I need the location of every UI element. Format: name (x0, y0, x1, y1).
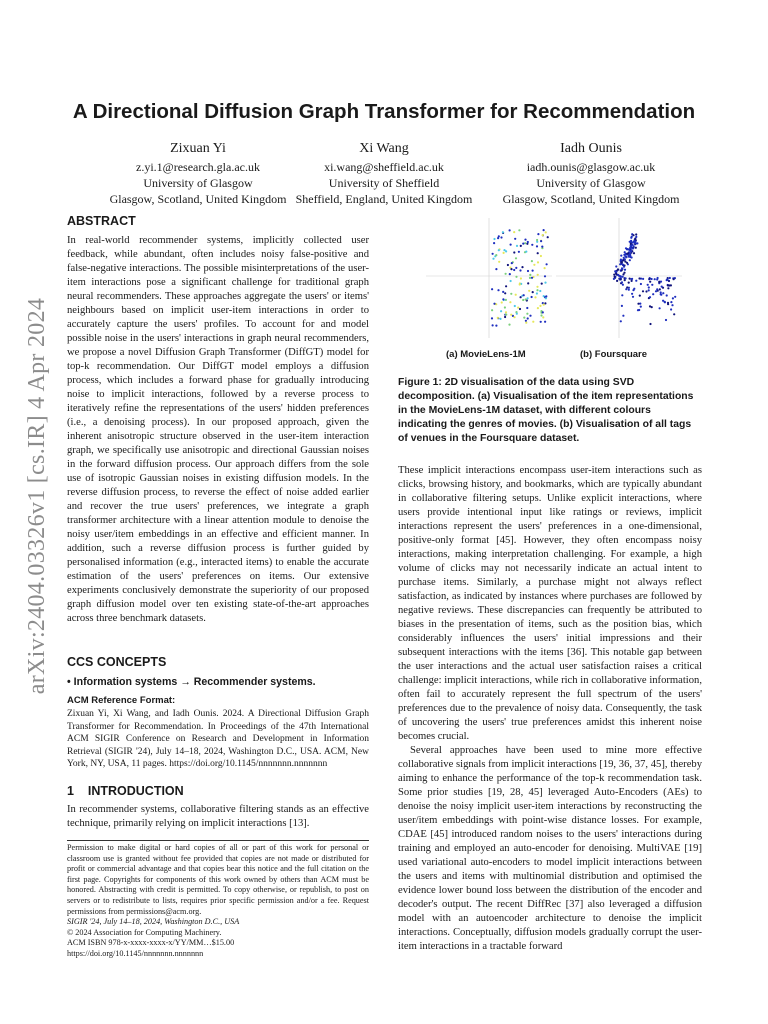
author-affiliation: University of Glasgow (536, 176, 646, 190)
author-email[interactable]: xi.wang@sheffield.ac.uk (324, 160, 444, 174)
scatter-point (504, 316, 506, 318)
scatter-point (648, 278, 650, 280)
scatter-point (673, 313, 675, 315)
scatter-point (629, 278, 631, 280)
scatter-point (666, 294, 668, 296)
scatter-point (536, 289, 538, 291)
scatter-point (629, 259, 631, 261)
scatter-point (670, 308, 672, 310)
scatter-point (536, 292, 538, 294)
scatter-point (536, 286, 538, 288)
scatter-point (642, 278, 644, 280)
scatter-point (529, 277, 531, 279)
scatter-point (664, 301, 666, 303)
scatter-point (624, 269, 626, 271)
author-block-3 (476, 140, 706, 207)
doi-link[interactable]: https://doi.org/10.1145/nnnnnnn.nnnnnnn (67, 948, 204, 958)
scatter-point (510, 314, 512, 316)
scatter-point (667, 303, 669, 305)
scatter-point (515, 294, 517, 296)
author-location: Glasgow, Scotland, United Kingdom (502, 192, 680, 206)
scatter-point (505, 311, 507, 313)
paper-title: A Directional Diffusion Graph Transformer for Recommendation (72, 100, 696, 123)
scatter-point (614, 276, 616, 278)
scatter-point (542, 311, 544, 313)
scatter-point (668, 280, 670, 282)
conference-line: SIGIR '24, July 14–18, 2024, Washington D.C., USA (67, 917, 240, 927)
scatter-point (503, 252, 505, 254)
scatter-point (514, 238, 516, 240)
scatter-point (659, 307, 661, 309)
scatter-point (656, 278, 658, 280)
scatter-point (620, 320, 622, 322)
scatter-point (500, 310, 502, 312)
scatter-point (524, 239, 526, 241)
scatter-point (666, 279, 668, 281)
scatter-point (532, 270, 534, 272)
scatter-point (513, 316, 515, 318)
acm-ref-text: Zixuan Yi, Xi Wang, and Iadh Ounis. 2024. A Directional Diffusion Graph Transformer for Recommendation. In Proceedings of the 47th International ACM SIGIR Conference on Research and Development in Information Retrieval (SIGIR '24), July 14–18, 2024, Washington D.C., USA. ACM, New York, NY, USA, 11 pages. https://doi.org/10.1145/nnnnnnn.nnnnnnn (67, 709, 369, 770)
scatter-point (671, 304, 673, 306)
scatter-point (532, 291, 534, 293)
foursquare-scatter (556, 218, 682, 338)
scatter-point (544, 321, 546, 323)
ccs-heading: CCS CONCEPTS (67, 655, 167, 669)
scatter-point (541, 246, 543, 248)
scatter-point (648, 286, 650, 288)
scatter-point (639, 295, 641, 297)
scatter-point (630, 250, 632, 252)
scatter-point (544, 282, 546, 284)
abstract-text: In real-world recommender systems, implicitly collected user feedback, while abundant, often includes noisy false-positive and false-negative interactions. The possible misinterpretations of the user-item interactions pose a significant challenge for traditional graph neural recommenders. These approaches aggregate the users' or items' neighbours based on implicit user-item interactions in order to accurately capture the users' profiles. To account for and model possible noise in the users' interactions in graph neural recommenders, we propose a novel Diffusion Graph Transformer (DiffGT) model for top-k recommendation. Our DiffGT model employs a diffusion process, which includes a forward phase for gradually introducing noise to implicit interactions, followed by a reverse process to iteratively refine the representations of the users' hidden preferences (i.e., a denoising process). In our proposed approach, given the inherent anisotropic structure observed in the user-item interaction graph, we specifically use anisotropic and directional Gaussian noises in the forward diffusion process. Our approach differs from the sole use of isotropic Gaussian noises in existing diffusion models. In the reverse diffusion process, to reverse the effect of noise added earlier and recover the true users' preferences, we integrate a graph transformer architecture with a linear attention module to denoise the noisy user/item embeddings in an effective and efficient manner. In addition, such a reverse diffusion process is further guided by personalised information (e.g., interacted items) to enable the accurate estimation of the users' preferences on items. Our extensive experiments conclusively demonstrate the superiority of our proposed graph diffusion model over ten existing state-of-the-art approaches across three benchmark datasets. (67, 235, 369, 624)
scatter-point (491, 309, 493, 311)
scatter-point (630, 237, 632, 239)
scatter-point (632, 234, 634, 236)
scatter-point (509, 229, 511, 231)
scatter-point (658, 281, 660, 283)
scatter-point (536, 245, 538, 247)
author-affiliation: University of Glasgow (143, 176, 253, 190)
scatter-point (505, 285, 507, 287)
scatter-point (655, 290, 657, 292)
copyright-line: © 2024 Association for Computing Machinery. (67, 927, 222, 937)
scatter-point (520, 277, 522, 279)
author-email[interactable]: iadh.ounis@glasgow.ac.uk (526, 160, 656, 174)
scatter-point (539, 305, 541, 307)
permission-notice: Permission to make digital or hard copies of all or part of this work for personal or classroom use is granted without fee provided that copies are not made or distributed for profit or commercial advantage and that copies bear this notice and the full citation on the first page. Copyrights for components of this work owned by others than ACM must be honored. Abstracting with credit is permitted. To copy otherwise, or republish, to post on servers or to redistribute to lists, requires prior specific permission and/or a fee. Request permissions from permissions@acm.org. (67, 843, 369, 916)
scatter-point (517, 307, 519, 309)
author-email[interactable]: z.yi.1@research.gla.ac.uk (136, 160, 260, 174)
scatter-point (615, 271, 617, 273)
scatter-point (537, 233, 539, 235)
subcaption-a: (a) MovieLens-1M (446, 349, 526, 360)
scatter-point (626, 253, 628, 255)
intro-heading (67, 784, 184, 798)
arxiv-identifier: arXiv:2404.03326v1 [cs.IR] 4 Apr 2024 (24, 297, 50, 695)
scatter-point (529, 315, 531, 317)
scatter-point (640, 283, 642, 285)
scatter-point (672, 297, 674, 299)
author-name: Xi Wang (359, 141, 409, 156)
scatter-point (647, 284, 649, 286)
scatter-point (620, 255, 622, 257)
scatter-point (613, 274, 615, 276)
scatter-point (529, 274, 531, 276)
scatter-point (495, 268, 497, 270)
scatter-point (523, 317, 525, 319)
scatter-point (515, 276, 517, 278)
scatter-point (498, 261, 500, 263)
scatter-point (623, 266, 625, 268)
scatter-point (526, 307, 528, 309)
intro-number: 1 (67, 784, 74, 798)
scatter-point (638, 277, 640, 279)
subcaption-b: (b) Foursquare (580, 349, 648, 360)
scatter-point (649, 281, 651, 283)
scatter-point (541, 283, 543, 285)
scatter-point (620, 262, 622, 264)
scatter-point (640, 306, 642, 308)
scatter-point (513, 269, 515, 271)
scatter-point (528, 290, 530, 292)
scatter-point (542, 316, 544, 318)
scatter-point (649, 323, 651, 325)
scatter-point (665, 319, 667, 321)
scatter-point (626, 286, 628, 288)
scatter-point (502, 298, 504, 300)
scatter-point (642, 290, 644, 292)
intro-paragraph-2: Several approaches have been used to mine more effective collaborative signals from implicit interactions [19, 36, 37, 45], thereby aiming to enhance the performance of the top-k recommendation task. Some prior studies [19, 28, 45] leveraged Auto-Encoders (AEs) to denoise the noisy implicit user-item interactions by reconstructing the user/item embeddings with point-wise distance losses. For example, CDAE [45] introduced random noises to the users' interactions during training and employed an auto-encoder for denoising. MultiVAE [19] used variational auto-encoders to model implicit interactions between the users and items with multinomial distribution and optimised the evidence lower bound loss between the distribution of the encoder and decoder's output. The recent DiffRec [37] also leveraged a diffusion model with an autoencoder architecture to denoise the implicit interactions. Conceptually, diffusion models gradually corrupt the user-item interactions in a tractable forward (398, 745, 702, 952)
scatter-point (525, 322, 527, 324)
scatter-point (491, 288, 493, 290)
scatter-point (539, 290, 541, 292)
scatter-point (526, 313, 528, 315)
footnote (67, 843, 369, 960)
scatter-point (621, 305, 623, 307)
scatter-point (635, 280, 637, 282)
scatter-point (519, 283, 521, 285)
scatter-point (513, 231, 515, 233)
scatter-point (537, 307, 539, 309)
scatter-point (622, 284, 624, 286)
scatter-point (547, 236, 549, 238)
scatter-point (540, 314, 542, 316)
scatter-point (545, 297, 547, 299)
author-name: Zixuan Yi (170, 141, 226, 156)
scatter-point (616, 280, 618, 282)
intro-text: In recommender systems, collaborative filtering stands as an effective technique, primarily relying on implicit interactions [13]. (67, 804, 369, 829)
scatter-point (617, 274, 619, 276)
scatter-point (632, 247, 634, 249)
scatter-point (628, 289, 630, 291)
scatter-point (505, 250, 507, 252)
scatter-point (545, 231, 547, 233)
scatter-point (536, 239, 538, 241)
acm-ref-heading: ACM Reference Format: (67, 695, 176, 706)
scatter-point (628, 282, 630, 284)
scatter-point (515, 257, 517, 259)
scatter-point (516, 313, 518, 315)
scatter-point (613, 278, 615, 280)
scatter-point (492, 324, 494, 326)
scatter-point (648, 289, 650, 291)
scatter-point (674, 296, 676, 298)
scatter-point (546, 263, 548, 265)
scatter-point (523, 294, 525, 296)
scatter-point (508, 324, 510, 326)
scatter-point (493, 303, 495, 305)
scatter-point (631, 293, 633, 295)
footnote-divider (67, 840, 369, 841)
scatter-point (520, 296, 522, 298)
scatter-point (511, 262, 513, 264)
scatter-point (510, 280, 512, 282)
scatter-point (507, 264, 509, 266)
scatter-point (531, 296, 533, 298)
scatter-point (498, 249, 500, 251)
scatter-point (627, 248, 629, 250)
scatter-point (534, 296, 536, 298)
scatter-point (659, 288, 661, 290)
scatter-point (520, 245, 522, 247)
scatter-point (635, 242, 637, 244)
scatter-point (537, 261, 539, 263)
scatter-point (491, 317, 493, 319)
scatter-point (631, 256, 633, 258)
scatter-point (531, 244, 533, 246)
scatter-point (495, 325, 497, 327)
author-block-2 (269, 140, 499, 207)
scatter-point (500, 236, 502, 238)
scatter-point (544, 275, 546, 277)
movielens-scatter (426, 218, 552, 338)
ccs-concepts: • Information systems → Recommender systems. (67, 676, 316, 688)
scatter-point (527, 317, 529, 319)
scatter-point (635, 236, 637, 238)
scatter-point (673, 278, 675, 280)
scatter-point (624, 255, 626, 257)
scatter-point (525, 298, 527, 300)
abstract-heading: ABSTRACT (67, 214, 136, 228)
scatter-point (654, 278, 656, 280)
scatter-point (634, 238, 636, 240)
scatter-point (521, 266, 523, 268)
isbn-line: ACM ISBN 978-x-xxxx-xxxx-x/YY/MM…$15.00 (67, 938, 235, 948)
scatter-point (518, 251, 520, 253)
scatter-point (651, 284, 653, 286)
scatter-point (625, 277, 627, 279)
scatter-point (617, 269, 619, 271)
scatter-point (630, 278, 632, 280)
scatter-point (525, 320, 527, 322)
scatter-point (502, 231, 504, 233)
scatter-point (621, 281, 623, 283)
scatter-point (670, 301, 672, 303)
scatter-point (652, 293, 654, 295)
scatter-point (497, 317, 499, 319)
scatter-point (527, 282, 529, 284)
scatter-point (656, 288, 658, 290)
scatter-point (519, 269, 521, 271)
scatter-point (514, 305, 516, 307)
scatter-point (533, 264, 535, 266)
author-name: Iadh Ounis (560, 141, 622, 156)
scatter-point (540, 255, 542, 257)
scatter-point (502, 291, 504, 293)
author-location: Sheffield, England, United Kingdom (295, 192, 473, 206)
scatter-point (620, 259, 622, 261)
scatter-point (624, 261, 626, 263)
scatter-point (633, 252, 635, 254)
scatter-point (532, 321, 534, 323)
scatter-point (622, 273, 624, 275)
scatter-point (537, 274, 539, 276)
scatter-point (505, 299, 507, 301)
scatter-point (649, 296, 651, 298)
scatter-point (510, 244, 512, 246)
scatter-point (669, 277, 671, 279)
scatter-point (537, 252, 539, 254)
scatter-point (635, 247, 637, 249)
scatter-point (510, 268, 512, 270)
scatter-point (543, 304, 545, 306)
scatter-point (622, 259, 624, 261)
scatter-point (544, 267, 546, 269)
scatter-point (540, 321, 542, 323)
scatter-point (527, 241, 529, 243)
scatter-point (542, 234, 544, 236)
scatter-point (505, 314, 507, 316)
figure-caption: Figure 1: 2D visualisation of the data using SVD decomposition. (a) Visualisation of the item representations in the MovieLens-1M dataset, with different colours indicating the genres of movies. (b) Visualisation of all tags of venues in the Foursquare dataset. (398, 377, 694, 444)
author-location: Glasgow, Scotland, United Kingdom (109, 192, 287, 206)
scatter-point (651, 306, 653, 308)
intro-paragraph-1: These implicit interactions encompass user-item interactions such as clicks, browsing history, and bookmarks, which are typically abundant in collaborative filtering setups. Unlike explicit interactions, where users provide intentional input like ratings or reviews, implicit interactions represent the users' preferences in a one-dimensional, positive-only format [45]. However, they often encompass noisy interactions, making interpretation challenging. For example, a high volume of clicks may not necessarily indicate an actual intent to purchase items. Similarly, a purchase might not always reflect satisfaction, as indicated by instances where purchases are followed by negative reviews. These discrepancies can frequently be attributed to biases in the presentation of items, such as the position bias, which considerably influences the users' initial impressions and their subsequent interactions with the items [36]. This notable gap between the user interactions and the actual user satisfaction raises a critical challenge: implicit interactions, while rich in collaborative information, often fail to accurately represent the full spectrum of the users' preferences due to the prevalence of noisy data. Consequently, the task of uncovering the users' true preferences amidst this inherent noise becomes crucial. (398, 465, 702, 742)
author-affiliation: University of Sheffield (328, 176, 440, 190)
scatter-point (527, 297, 529, 299)
scatter-point (635, 233, 637, 235)
movielens-points (491, 229, 549, 327)
scatter-point (513, 251, 515, 253)
scatter-point (516, 245, 518, 247)
scatter-point (622, 276, 624, 278)
scatter-point (634, 240, 636, 242)
scatter-point (504, 292, 506, 294)
scatter-point (519, 308, 521, 310)
scatter-point (543, 229, 545, 231)
scatter-point (493, 242, 495, 244)
foursquare-points (613, 233, 677, 325)
scatter-point (515, 267, 517, 269)
scatter-point (531, 277, 533, 279)
scatter-point (621, 294, 623, 296)
scatter-point (637, 303, 639, 305)
scatter-point (637, 309, 639, 311)
scatter-point (661, 286, 663, 288)
scatter-point (651, 278, 653, 280)
scatter-point (492, 258, 494, 260)
scatter-point (524, 242, 526, 244)
scatter-point (531, 260, 533, 262)
scatter-point (629, 254, 631, 256)
scatter-point (497, 289, 499, 291)
scatter-point (620, 278, 622, 280)
scatter-point (492, 253, 494, 255)
scatter-point (495, 254, 497, 256)
scatter-point (505, 273, 507, 275)
scatter-point (509, 273, 511, 275)
scatter-point (660, 293, 662, 295)
scatter-point (525, 251, 527, 253)
scatter-point (527, 270, 529, 272)
scatter-point (498, 235, 500, 237)
scatter-point (522, 299, 524, 301)
intro-title: INTRODUCTION (87, 784, 184, 798)
scatter-point (621, 268, 623, 270)
scatter-point (622, 315, 624, 317)
scatter-point (545, 295, 547, 297)
scatter-point (501, 301, 503, 303)
scatter-point (667, 287, 669, 289)
scatter-point (615, 265, 617, 267)
scatter-point (522, 243, 524, 245)
scatter-point (504, 306, 506, 308)
scatter-point (667, 284, 669, 286)
scatter-point (540, 240, 542, 242)
scatter-point (510, 293, 512, 295)
scatter-point (662, 292, 664, 294)
scatter-point (645, 290, 647, 292)
scatter-point (493, 238, 495, 240)
scatter-point (499, 318, 501, 320)
scatter-point (630, 243, 632, 245)
scatter-point (509, 301, 511, 303)
scatter-point (632, 289, 634, 291)
scatter-point (518, 229, 520, 231)
scatter-point (632, 296, 634, 298)
